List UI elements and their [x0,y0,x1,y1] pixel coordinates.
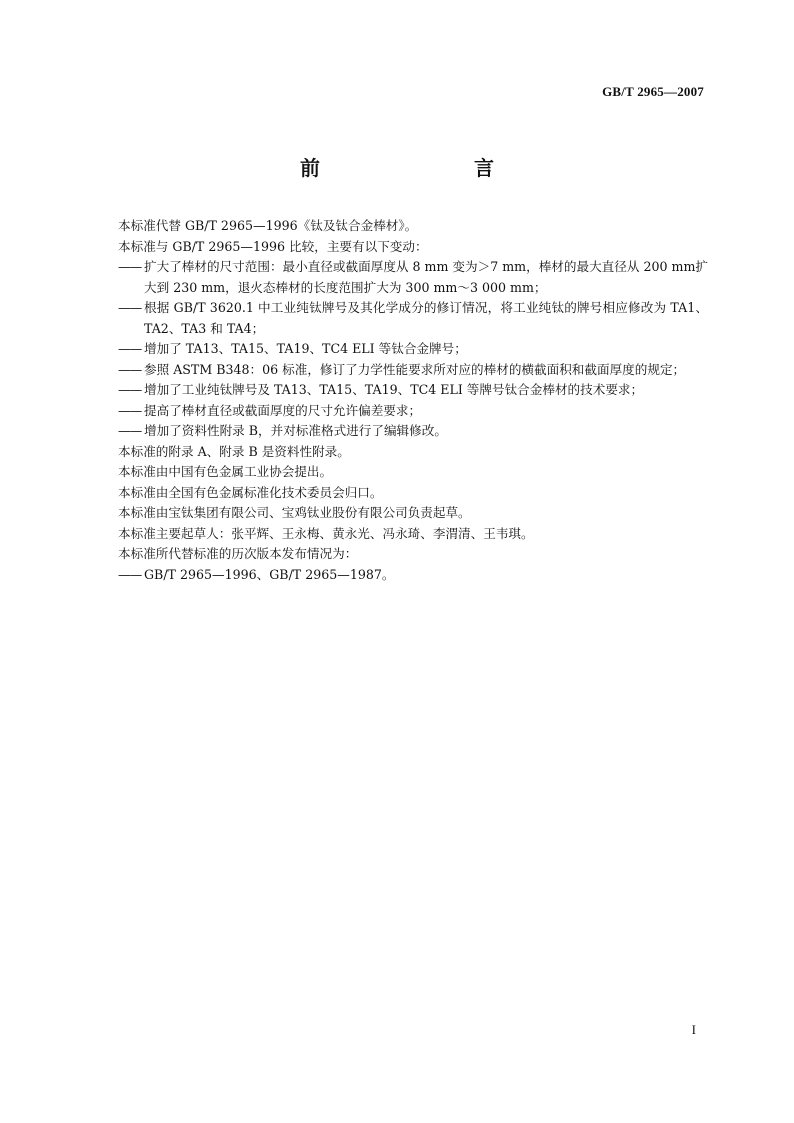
dash-bullet: —— [118,341,142,356]
list-item-text: 增加了资料性附录 B，并对标准格式进行了编辑修改。 [144,423,447,438]
change-list-item [118,339,708,360]
page-title: 前 言 [300,156,532,180]
dash-bullet: —— [118,566,142,582]
change-list-item [118,565,708,586]
paragraph: 本标准由全国有色金属标准化技术委员会归口。 [118,484,383,500]
paragraph: 本标准与 GB/T 2965—1996 比较，主要有以下变动： [118,238,428,254]
list-item-text: 提高了棒材直径或截面厚度的尺寸允许偏差要求； [144,402,422,418]
dash-bullet: —— [118,382,142,397]
dash-bullet: —— [118,423,142,438]
change-list-item [118,401,708,422]
dash-bullet: —— [118,402,142,418]
dash-bullet: —— [118,300,142,315]
paragraph: 本标准由中国有色金属工业协会提出。 [118,464,333,479]
paragraph: 本标准的附录 A、附录 B 是资料性附录。 [118,443,350,459]
page-number: I [691,1022,696,1037]
change-list-item [118,421,708,442]
change-list-item [118,257,708,298]
list-item-text: 参照 ASTM B348：06 标准，修订了力学性能要求所对应的棒材的横截面积和截面厚度的规定； [144,361,686,377]
dash-bullet: —— [118,259,142,274]
change-list-item [118,380,708,401]
change-list-item [118,298,708,339]
foreword-body [118,216,708,585]
list-item-text: 增加了工业纯钛牌号及 TA13、TA15、TA19、TC4 ELI 等牌号钛合金棒材的技术要求； [144,382,644,397]
paragraph: 本标准所代替标准的历次版本发布情况为： [118,546,358,561]
list-item-text: 扩大了棒材的尺寸范围：最小直径或截面厚度从 8 mm 变为＞7 mm，棒材的最大直径从 200 mm扩大到 230 mm，退火态棒材的长度范围扩大为 300 mm～3 000 mm； [144,259,708,295]
paragraph: 本标准由宝钛集团有限公司、宝鸡钛业股份有限公司负责起草。 [118,505,471,520]
standard-code: GB/T 2965—2007 [602,84,704,99]
list-item-text: 根据 GB/T 3620.1 中工业纯钛牌号及其化学成分的修订情况，将工业纯钛的牌号相应修改为 TA1、TA2、TA3 和 TA4； [144,300,708,336]
change-list-item [118,360,708,381]
dash-bullet: —— [118,361,142,377]
list-item-text: 增加了 TA13、TA15、TA19、TC4 ELI 等钛合金牌号； [144,341,467,356]
paragraph: 本标准主要起草人：张平辉、王永梅、黄永光、冯永琦、李渭清、王韦琪。 [118,525,534,541]
list-item-text: GB/T 2965—1996、GB/T 2965—1987。 [144,566,395,582]
paragraph: 本标准代替 GB/T 2965—1996《钛及钛合金棒材》。 [118,218,418,233]
